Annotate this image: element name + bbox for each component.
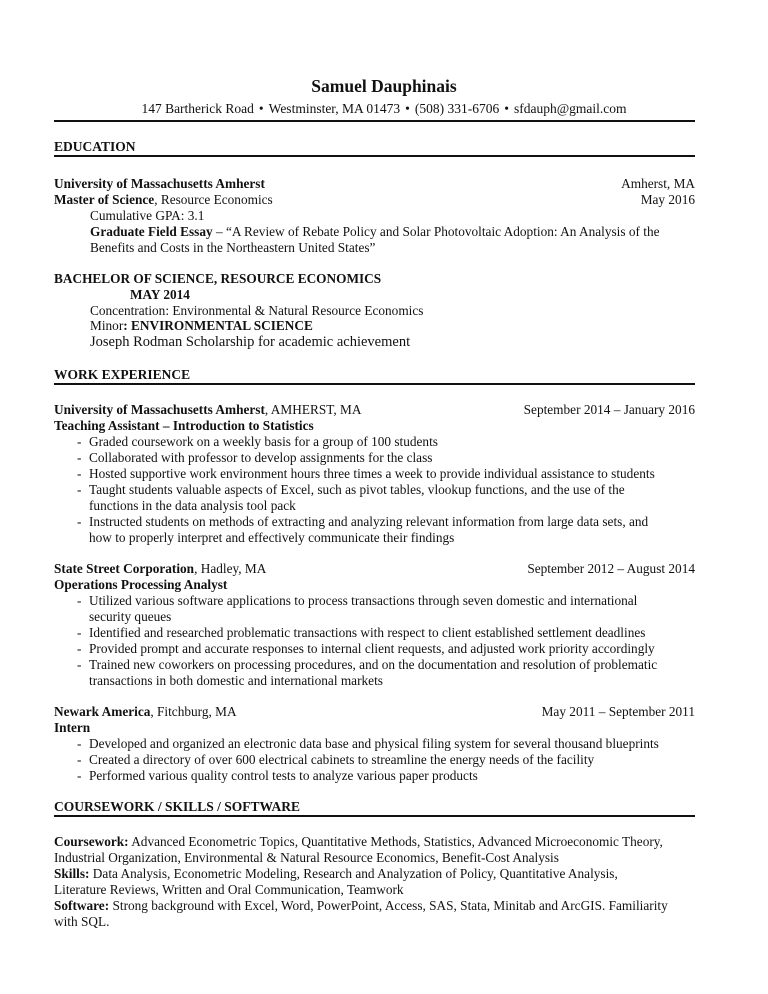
bullet-dash: -: [77, 482, 82, 497]
essay-line: [90, 224, 660, 240]
job-bullet: Performed various quality control tests to analyze various paper products: [89, 768, 478, 783]
phone: (508) 331-6706: [414, 101, 500, 116]
essay-label: Graduate Field Essay: [90, 224, 213, 239]
coursework-text: Advanced Econometric Topics, Quantitative Methods, Statistics, Advanced Microeconomic Theory,: [128, 834, 663, 849]
bullet-dash: -: [77, 625, 82, 640]
coursework-label: Coursework:: [54, 834, 129, 849]
coursework-cont: Industrial Organization, Environmental & Natural Resource Economics, Benefit-Cost Analysis: [54, 850, 559, 865]
employer-place: , Hadley, MA: [194, 561, 267, 576]
job-bullet: Provided prompt and accurate responses to internal client requests, and adjusted work priority accordingly: [89, 641, 655, 656]
skills-text: Data Analysis, Econometric Modeling, Research and Analyzation of Policy, Quantitative Analysis,: [89, 866, 618, 881]
job-title: Teaching Assistant – Introduction to Statistics: [54, 418, 314, 433]
minor-line: [90, 318, 313, 334]
job-bullet-cont: functions in the data analysis tool pack: [89, 498, 296, 513]
bullet-dash: -: [77, 450, 82, 465]
bullet-separator: •: [405, 101, 410, 116]
job-bullet: Graded coursework on a weekly basis for a group of 100 students: [89, 434, 438, 449]
job-bullet: Created a directory of over 600 electrical cabinets to streamline the energy needs of the facility: [89, 752, 595, 767]
job-bullet: Utilized various software applications to process transactions through seven domestic and international: [89, 593, 638, 608]
candidate-name: Samuel Dauphinais: [311, 76, 457, 96]
job-bullet: Collaborated with professor to develop assignments for the class: [89, 450, 433, 465]
job-bullet: Taught students valuable aspects of Excel, such as pivot tables, vlookup functions, and the use of the: [89, 482, 625, 497]
software-line: [54, 898, 668, 914]
bullet-dash: -: [77, 593, 82, 608]
essay-title: – “A Review of Rebate Policy and Solar Photovoltaic Adoption: An Analysis of the: [212, 224, 660, 239]
school-name: University of Massachusetts Amherst: [54, 176, 265, 191]
bachelor-date: MAY 2014: [130, 287, 190, 302]
degree-line: [54, 192, 273, 208]
software-cont: with SQL.: [54, 914, 110, 929]
section-rule: [54, 815, 695, 817]
job-dates: September 2014 – January 2016: [523, 402, 695, 417]
city: Westminster, MA 01473: [268, 101, 401, 116]
address: 147 Bartherick Road: [141, 101, 254, 116]
school-location: Amherst, MA: [621, 176, 695, 191]
bullet-dash: -: [77, 657, 82, 672]
skills-label: Skills:: [54, 866, 90, 881]
concentration: Concentration: Environmental & Natural Resource Economics: [90, 303, 424, 318]
bullet-dash: -: [77, 514, 82, 529]
bullet-separator: •: [258, 101, 264, 116]
job-bullet: Trained new coworkers on processing procedures, and on the documentation and resolution of problematic: [89, 657, 658, 672]
employer-name: Newark America: [54, 704, 151, 719]
skills-cont: Literature Reviews, Written and Oral Communication, Teamwork: [54, 882, 404, 897]
job-employer-line: [54, 402, 361, 418]
bullet-dash: -: [77, 752, 82, 767]
job-title: Operations Processing Analyst: [54, 577, 228, 592]
employer-place: , Fitchburg, MA: [150, 704, 237, 719]
job-bullet-cont: how to properly interpret and effectively communicate their findings: [89, 530, 455, 545]
email-link[interactable]: sfdauph@gmail.com: [514, 101, 627, 116]
job-employer-line: [54, 704, 237, 720]
job-bullet: Instructed students on methods of extracting and analyzing relevant information from large data sets, and: [89, 514, 649, 529]
bullet-dash: -: [77, 641, 82, 656]
job-employer-line: [54, 561, 266, 577]
bullet-dash: -: [77, 768, 82, 783]
section-rule: [54, 383, 695, 385]
bachelor-line: [54, 271, 381, 287]
employer-name: State Street Corporation: [54, 561, 195, 576]
contact-line: [0, 101, 768, 117]
degree-date: May 2016: [640, 192, 695, 207]
work-heading: WORK EXPERIENCE: [54, 367, 191, 382]
skills-heading: COURSEWORK / SKILLS / SOFTWARE: [54, 799, 301, 814]
minor-label: Minor: [90, 318, 124, 333]
job-bullet-cont: transactions in both domestic and international markets: [89, 673, 383, 688]
bullet-separator: •: [504, 101, 509, 116]
gpa: Cumulative GPA: 3.1: [90, 208, 205, 223]
job-dates: September 2012 – August 2014: [527, 561, 695, 576]
job-dates: May 2011 – September 2011: [541, 704, 695, 719]
job-bullet: Identified and researched problematic transactions with respect to client established settlement deadlines: [89, 625, 646, 640]
scholarship: Joseph Rodman Scholarship for academic achievement: [90, 334, 411, 350]
employer-place: , AMHERST, MA: [264, 402, 362, 417]
job-title: Intern: [54, 720, 91, 735]
minor-value: : ENVIRONMENTAL SCIENCE: [123, 318, 313, 333]
software-text: Strong background with Excel, Word, PowerPoint, Access, SAS, Stata, Minitab and ArcGIS. Familiarity: [109, 898, 668, 913]
bachelor-field: , RESOURCE ECONOMICS: [213, 271, 382, 286]
job-bullet-cont: security queues: [89, 609, 172, 624]
bullet-dash: -: [77, 736, 82, 751]
bachelor-degree: BACHELOR OF SCIENCE: [54, 271, 214, 286]
essay-title-cont: Benefits and Costs in the Northeastern United States”: [90, 240, 376, 255]
job-bullet: Developed and organized an electronic data base and physical filing system for several thousand blueprints: [89, 736, 659, 751]
employer-name: University of Massachusetts Amherst: [54, 402, 265, 417]
skills-line: [54, 866, 618, 882]
header-rule: [54, 120, 695, 122]
degree-name: Master of Science: [54, 192, 155, 207]
bullet-dash: -: [77, 466, 82, 481]
job-bullet: Hosted supportive work environment hours three times a week to provide individual assistance to students: [89, 466, 655, 481]
education-heading: EDUCATION: [54, 139, 136, 154]
bullet-dash: -: [77, 434, 82, 449]
degree-field: , Resource Economics: [154, 192, 273, 207]
coursework-line: [54, 834, 663, 850]
software-label: Software:: [54, 898, 110, 913]
section-rule: [54, 155, 695, 157]
